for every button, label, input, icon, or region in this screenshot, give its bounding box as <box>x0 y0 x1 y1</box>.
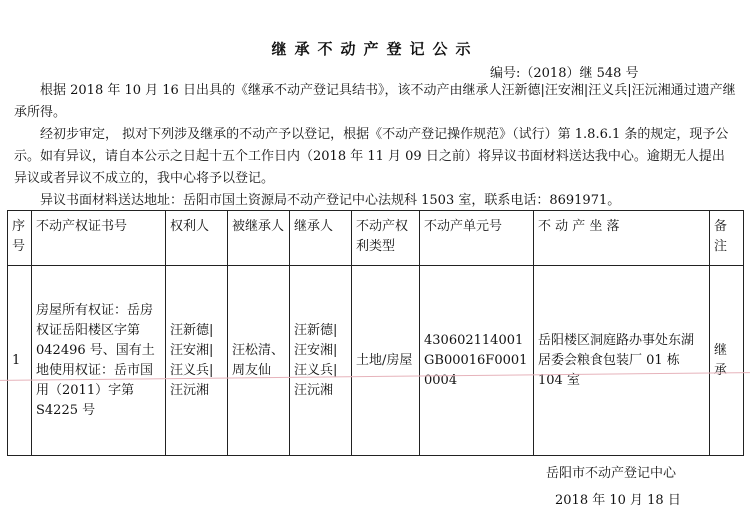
cell-cert: 房屋所有权证：岳房权证岳阳楼区字第 042496 号、国有土地使用权证：岳市国用（2011）字第 S4225 号 <box>32 266 166 456</box>
header-right-type: 不动产权利类型 <box>352 211 420 266</box>
paragraph-basis: 根据 2018 年 10 月 16 日出具的《继承不动产登记具结书》，该不动产由继承人汪新德|汪安湘|汪义兵|汪沅湘通过遗产继承所得。 <box>14 83 736 120</box>
header-unit-no: 不动产单元号 <box>420 211 534 266</box>
paragraph-review: 经初步审定， 拟对下列涉及继承的不动产予以登记，根据《不动产登记操作规范》（试行）第 1.8.6.1 条的规定，现予公示。如有异议，请自本公示之日起十五个工作日内（2018 年 11 月 09 日之前）将异议书面材料送达我中心。逾期无人提出异议或者异议不成立的，我中心将予以登记。 <box>14 127 729 186</box>
paragraph-objection-address: 异议书面材料送达地址：岳阳市国土资源局不动产登记中心法规科 1503 室，联系电话：8691971。 <box>40 193 621 208</box>
header-remark: 备注 <box>710 211 744 266</box>
header-cert: 不动产权证书号 <box>32 211 166 266</box>
cell-seq: 1 <box>8 266 32 456</box>
registration-table <box>7 210 744 456</box>
issue-date: 2018 年 10 月 18 日 <box>555 493 681 508</box>
table-row <box>8 266 744 456</box>
notice-title: 继承不动产登记公示 <box>271 40 479 58</box>
cell-inheritee: 汪松清、周友仙 <box>228 266 290 456</box>
header-seq: 序号 <box>8 211 32 266</box>
cell-owner: 汪新德|汪安湘|汪义兵|汪沅湘 <box>166 266 228 456</box>
header-heir: 继承人 <box>290 211 352 266</box>
cell-location: 岳阳楼区洞庭路办事处东湖居委会粮食包装厂 01 栋 104 室 <box>534 266 710 456</box>
cell-heir: 汪新德|汪安湘|汪义兵|汪沅湘 <box>290 266 352 456</box>
document-number: 编号:（2018）继 548 号 <box>490 66 639 81</box>
cell-right-type: 土地/房屋 <box>352 266 420 456</box>
cell-remark: 继承 <box>710 266 744 456</box>
issuing-organization: 岳阳市不动产登记中心 <box>546 466 677 481</box>
header-location: 不 动 产 坐 落 <box>534 211 710 266</box>
table-header-row <box>8 211 744 266</box>
header-owner: 权利人 <box>166 211 228 266</box>
header-inheritee: 被继承人 <box>228 211 290 266</box>
cell-unit-no: 430602114001GB00016F00010004 <box>420 266 534 456</box>
